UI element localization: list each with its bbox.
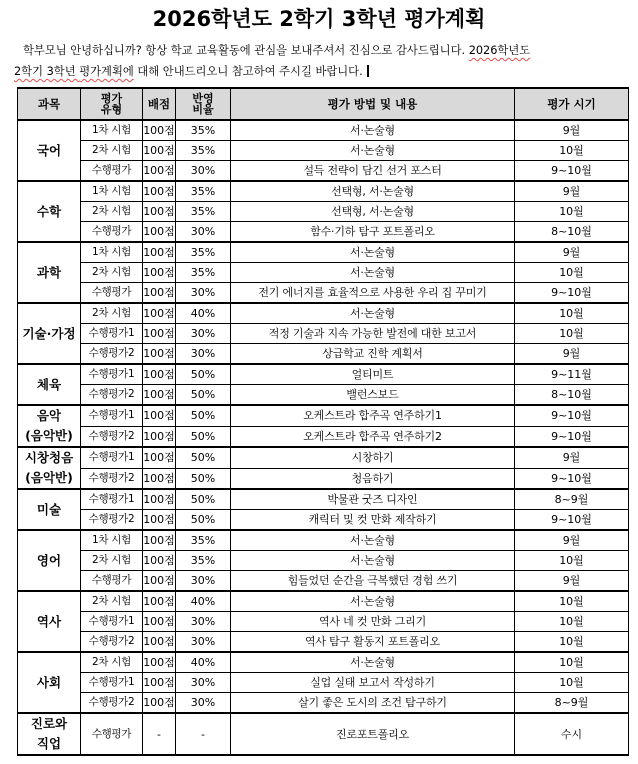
- table-row: [18, 263, 629, 283]
- cell-ratio: 30%: [176, 612, 231, 632]
- table-row: [18, 202, 629, 222]
- cell-type: 수행평가1: [81, 447, 143, 468]
- table-row: [18, 120, 629, 141]
- spellcheck-underlined-text: 평가계획에: [79, 65, 134, 78]
- cell-type: 2차 시험: [81, 141, 143, 161]
- cell-type: 수행평가2: [81, 468, 143, 489]
- cell-type: 수행평가2: [81, 632, 143, 653]
- intro-line-2: [14, 61, 626, 82]
- cell-score: 100점: [143, 693, 176, 714]
- cell-score: 100점: [143, 202, 176, 222]
- subject-group: [18, 447, 629, 489]
- table-row: [18, 222, 629, 243]
- cell-ratio: 30%: [176, 222, 231, 243]
- subject-name-line: 직업: [36, 736, 62, 751]
- cell-type: 수행평가1: [81, 324, 143, 344]
- cell-period: 8~9월: [515, 693, 629, 714]
- cell-type: 수행평가1: [81, 673, 143, 693]
- header-type: 평가 유형: [81, 88, 143, 120]
- cell-ratio: 30%: [176, 673, 231, 693]
- cell-type: 2차 시험: [81, 551, 143, 571]
- cell-score: 100점: [143, 263, 176, 283]
- cell-score: 100점: [143, 161, 176, 182]
- cell-period: 8~10월: [515, 385, 629, 406]
- cell-period: 9월: [515, 344, 629, 365]
- cell-period: 8~10월: [515, 222, 629, 243]
- cell-content: 상급학교 진학 계획서: [231, 344, 515, 365]
- intro-paragraph: [14, 40, 626, 82]
- cell-content: 서·논술형: [231, 591, 515, 612]
- cell-score: 100점: [143, 447, 176, 468]
- cell-content: 서·논술형: [231, 652, 515, 673]
- cell-content: 서·논술형: [231, 120, 515, 141]
- subject-name: [18, 530, 81, 591]
- intro-text: 대해 안내드리오니 참고하여 주시길 바랍니다.: [133, 65, 363, 78]
- cell-type: 수행평가2: [81, 426, 143, 447]
- cell-ratio: 40%: [176, 652, 231, 673]
- table-row: [18, 303, 629, 324]
- cell-score: 100점: [143, 242, 176, 263]
- subject-name: [18, 447, 81, 489]
- table-row: [18, 364, 629, 385]
- cell-period: 10월: [515, 303, 629, 324]
- cell-score: 100점: [143, 530, 176, 551]
- cell-ratio: 30%: [176, 632, 231, 653]
- header-subject: 과목: [18, 88, 81, 120]
- subject-group: [18, 591, 629, 652]
- subject-name: [18, 242, 81, 303]
- subject-name: [18, 405, 81, 447]
- table-row: [18, 713, 629, 755]
- subject-name-line: (음악반): [25, 470, 73, 485]
- cell-ratio: 30%: [176, 571, 231, 592]
- intro-line-1: [14, 40, 626, 61]
- table-row: [18, 141, 629, 161]
- cell-period: 수시: [515, 713, 629, 755]
- table-row: [18, 161, 629, 182]
- cell-score: 100점: [143, 468, 176, 489]
- cell-period: 8~9월: [515, 489, 629, 510]
- subject-group: [18, 364, 629, 405]
- subject-group: [18, 120, 629, 181]
- cell-period: 10월: [515, 202, 629, 222]
- cell-type: 1차 시험: [81, 120, 143, 141]
- cell-score: 100점: [143, 652, 176, 673]
- cell-content: 밸런스보드: [231, 385, 515, 406]
- cell-score: 100점: [143, 612, 176, 632]
- cell-content: 오케스트라 합주곡 연주하기2: [231, 426, 515, 447]
- subject-name: [18, 652, 81, 713]
- table-row: [18, 652, 629, 673]
- table-row: [18, 385, 629, 406]
- cell-content: 서·논술형: [231, 530, 515, 551]
- cell-type: 수행평가: [81, 571, 143, 592]
- cell-score: 100점: [143, 303, 176, 324]
- cell-score: 100점: [143, 141, 176, 161]
- cell-content: 함수·기하 탐구 포트폴리오: [231, 222, 515, 243]
- cell-ratio: 35%: [176, 530, 231, 551]
- cell-score: 100점: [143, 364, 176, 385]
- spellcheck-underlined-text: 2026학년도: [468, 44, 531, 57]
- table-header: [18, 88, 629, 120]
- subject-group: [18, 652, 629, 713]
- cell-period: 9~10월: [515, 426, 629, 447]
- cell-ratio: 30%: [176, 283, 231, 304]
- spellcheck-underlined-text: 2학기 3학년: [14, 65, 80, 78]
- table-row: [18, 468, 629, 489]
- cell-content: 선택형, 서·논술형: [231, 181, 515, 202]
- cell-period: 9~10월: [515, 405, 629, 426]
- subject-name-line: 국어: [36, 142, 62, 158]
- subject-name-line: 음악: [36, 408, 62, 423]
- cell-content: 선택형, 서·논술형: [231, 202, 515, 222]
- cell-type: 2차 시험: [81, 652, 143, 673]
- cell-type: 수행평가: [81, 713, 143, 755]
- subject-name-line: 과학: [36, 264, 62, 280]
- cell-period: 9월: [515, 181, 629, 202]
- cell-content: 청음하기: [231, 468, 515, 489]
- cell-period: 9월: [515, 571, 629, 592]
- cell-content: 설득 전략이 담긴 선거 포스터: [231, 161, 515, 182]
- table-row: [18, 344, 629, 365]
- table-row: [18, 510, 629, 531]
- cell-content: 박물관 굿즈 디자인: [231, 489, 515, 510]
- subject-name-line: 수학: [36, 203, 62, 219]
- subject-name: [18, 364, 81, 405]
- subject-group: [18, 303, 629, 364]
- table-row: [18, 530, 629, 551]
- table-row: [18, 426, 629, 447]
- subject-name: [18, 489, 81, 530]
- cell-type: 2차 시험: [81, 591, 143, 612]
- cell-ratio: 50%: [176, 447, 231, 468]
- cell-ratio: 50%: [176, 364, 231, 385]
- subject-name-line: 역사: [36, 613, 62, 629]
- cell-ratio: 30%: [176, 161, 231, 182]
- cell-score: 100점: [143, 344, 176, 365]
- subject-name-line: (음악반): [25, 428, 73, 443]
- subject-group: [18, 489, 629, 530]
- cell-type: 수행평가1: [81, 405, 143, 426]
- cell-ratio: 50%: [176, 385, 231, 406]
- table-row: [18, 612, 629, 632]
- table-row: [18, 571, 629, 592]
- table-row: [18, 632, 629, 653]
- cell-score: 100점: [143, 222, 176, 243]
- text-cursor: [367, 65, 369, 77]
- cell-content: 시창하기: [231, 447, 515, 468]
- cell-ratio: 40%: [176, 591, 231, 612]
- header-ratio: 반영 비율: [176, 88, 231, 120]
- cell-content: 적정 기술과 지속 가능한 발전에 대한 보고서: [231, 324, 515, 344]
- cell-type: 수행평가2: [81, 385, 143, 406]
- table-row: [18, 283, 629, 304]
- cell-period: 10월: [515, 632, 629, 653]
- cell-ratio: 35%: [176, 181, 231, 202]
- table-row: [18, 324, 629, 344]
- page-title: 2026학년도 2학기 3학년 평가계획: [152, 7, 486, 31]
- cell-period: 9~10월: [515, 161, 629, 182]
- header-score: 배점: [143, 88, 176, 120]
- table-row: [18, 489, 629, 510]
- cell-score: 100점: [143, 591, 176, 612]
- subject-name: [18, 181, 81, 242]
- cell-ratio: 35%: [176, 141, 231, 161]
- cell-score: 100점: [143, 324, 176, 344]
- cell-ratio: 35%: [176, 551, 231, 571]
- cell-period: 10월: [515, 263, 629, 283]
- cell-ratio: 30%: [176, 693, 231, 714]
- subject-name-line: 기술·가정: [22, 325, 76, 341]
- cell-ratio: 40%: [176, 303, 231, 324]
- cell-content: 진로포트폴리오: [231, 713, 515, 755]
- evaluation-plan-table: [17, 87, 629, 756]
- cell-period: 9~10월: [515, 510, 629, 531]
- cell-type: 2차 시험: [81, 303, 143, 324]
- cell-score: 100점: [143, 489, 176, 510]
- table-row: [18, 447, 629, 468]
- cell-type: 수행평가1: [81, 612, 143, 632]
- cell-type: 수행평가: [81, 283, 143, 304]
- cell-ratio: 50%: [176, 489, 231, 510]
- subject-group: [18, 713, 629, 755]
- cell-period: 10월: [515, 673, 629, 693]
- cell-period: 9~10월: [515, 468, 629, 489]
- cell-type: 2차 시험: [81, 263, 143, 283]
- header-content: 평가 방법 및 내용: [231, 88, 515, 120]
- cell-period: 9~10월: [515, 283, 629, 304]
- table-row: [18, 405, 629, 426]
- cell-period: 10월: [515, 551, 629, 571]
- cell-period: 10월: [515, 591, 629, 612]
- subject-name-line: 미술: [36, 501, 62, 517]
- cell-score: 100점: [143, 181, 176, 202]
- cell-ratio: 30%: [176, 344, 231, 365]
- cell-ratio: 50%: [176, 510, 231, 531]
- cell-content: 서·논술형: [231, 263, 515, 283]
- cell-type: 1차 시험: [81, 181, 143, 202]
- subject-name-line: 체육: [36, 376, 62, 392]
- cell-type: 1차 시험: [81, 242, 143, 263]
- cell-period: 10월: [515, 324, 629, 344]
- subject-name: [18, 591, 81, 652]
- intro-text: 학부모님 안녕하십니까? 항상 학교 교육활동에 관심을 보내주셔서 진심으로 감사드립니다.: [23, 44, 469, 57]
- subject-group: [18, 242, 629, 303]
- cell-content: 역사 네 컷 만화 그리기: [231, 612, 515, 632]
- cell-score: 100점: [143, 571, 176, 592]
- subject-name: [18, 120, 81, 181]
- cell-content: 힘들었던 순간을 극복했던 경험 쓰기: [231, 571, 515, 592]
- cell-content: 얼티미트: [231, 364, 515, 385]
- cell-content: 오케스트라 합주곡 연주하기1: [231, 405, 515, 426]
- cell-type: 수행평가1: [81, 364, 143, 385]
- cell-content: 캐릭터 및 컷 만화 제작하기: [231, 510, 515, 531]
- cell-period: 9월: [515, 120, 629, 141]
- cell-ratio: 35%: [176, 202, 231, 222]
- cell-score: 100점: [143, 632, 176, 653]
- cell-ratio: 35%: [176, 263, 231, 283]
- cell-type: 2차 시험: [81, 202, 143, 222]
- cell-type: 수행평가2: [81, 344, 143, 365]
- cell-content: 살기 좋은 도시의 조건 탐구하기: [231, 693, 515, 714]
- table-row: [18, 551, 629, 571]
- cell-period: 9~11월: [515, 364, 629, 385]
- subject-name-line: 사회: [36, 674, 62, 690]
- cell-period: 10월: [515, 612, 629, 632]
- cell-period: 9월: [515, 447, 629, 468]
- cell-score: 100점: [143, 283, 176, 304]
- subject-group: [18, 405, 629, 447]
- cell-ratio: 50%: [176, 426, 231, 447]
- cell-score: 100점: [143, 673, 176, 693]
- cell-ratio: 30%: [176, 324, 231, 344]
- cell-content: 서·논술형: [231, 141, 515, 161]
- cell-content: 전기 에너지를 효율적으로 사용한 우리 집 꾸미기: [231, 283, 515, 304]
- header-period: 평가 시기: [515, 88, 629, 120]
- subject-group: [18, 181, 629, 242]
- subject-name-line: 시창청음: [24, 450, 74, 465]
- cell-type: 수행평가: [81, 161, 143, 182]
- subject-name-line: 영어: [36, 552, 62, 568]
- cell-score: 100점: [143, 510, 176, 531]
- cell-ratio: 50%: [176, 405, 231, 426]
- subject-name: [18, 303, 81, 364]
- cell-type: 수행평가: [81, 222, 143, 243]
- cell-ratio: -: [176, 713, 231, 755]
- cell-score: 100점: [143, 405, 176, 426]
- cell-content: 서·논술형: [231, 551, 515, 571]
- subject-name-line: 진로와: [30, 716, 68, 731]
- cell-type: 1차 시험: [81, 530, 143, 551]
- cell-content: 서·논술형: [231, 242, 515, 263]
- table-row: [18, 591, 629, 612]
- cell-type: 수행평가2: [81, 693, 143, 714]
- table-row: [18, 242, 629, 263]
- cell-period: 9월: [515, 530, 629, 551]
- cell-content: 역사 탐구 활동지 포트폴리오: [231, 632, 515, 653]
- table-row: [18, 693, 629, 714]
- subject-group: [18, 530, 629, 591]
- cell-ratio: 35%: [176, 120, 231, 141]
- table-row: [18, 673, 629, 693]
- cell-score: 100점: [143, 426, 176, 447]
- cell-ratio: 35%: [176, 242, 231, 263]
- table-row: [18, 181, 629, 202]
- cell-period: 9월: [515, 242, 629, 263]
- cell-period: 10월: [515, 141, 629, 161]
- cell-type: 수행평가1: [81, 489, 143, 510]
- cell-type: 수행평가2: [81, 510, 143, 531]
- cell-period: 10월: [515, 652, 629, 673]
- cell-content: 실업 실태 보고서 작성하기: [231, 673, 515, 693]
- cell-score: -: [143, 713, 176, 755]
- cell-content: 서·논술형: [231, 303, 515, 324]
- cell-score: 100점: [143, 120, 176, 141]
- subject-name: [18, 713, 81, 755]
- cell-ratio: 50%: [176, 468, 231, 489]
- cell-score: 100점: [143, 385, 176, 406]
- cell-score: 100점: [143, 551, 176, 571]
